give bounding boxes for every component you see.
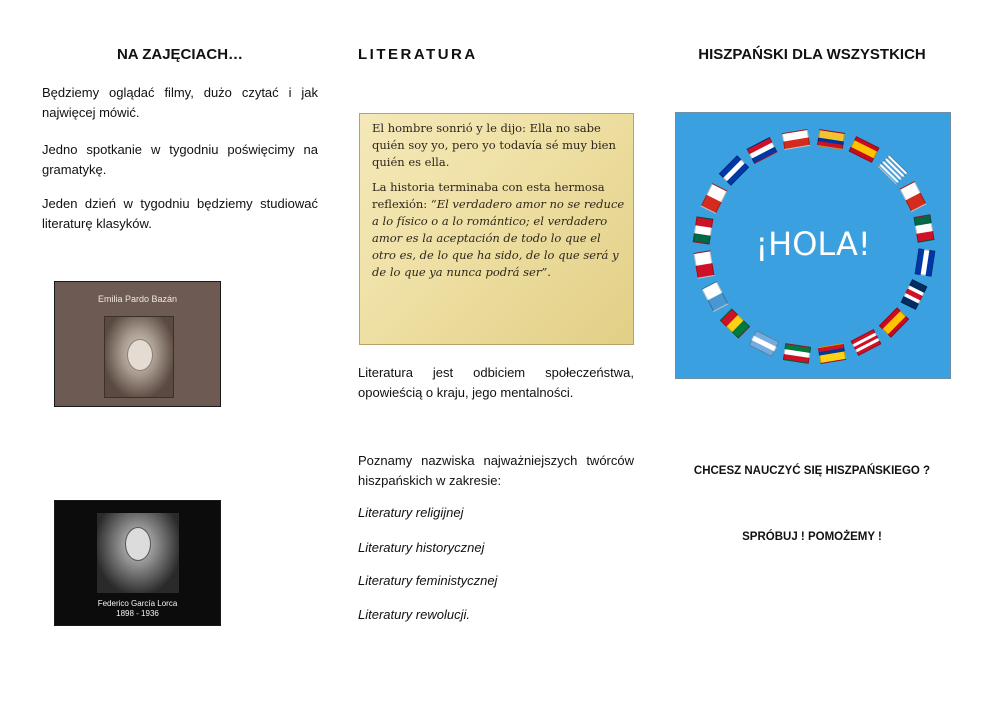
- flag-icon: [783, 343, 811, 364]
- flag-icon: [700, 183, 727, 214]
- paragraph-films: Będziemy oglądać filmy, dużo czytać i jak najwięcej mówić.: [42, 85, 318, 120]
- cta-question: CHCESZ NAUCZYĆ SIĘ HISZPAŃSKIEGO ?: [693, 465, 931, 477]
- heading-na-zajeciach: NA ZAJĘCIACH…: [116, 46, 244, 63]
- paragraph-literature-reflection: Literatura jest odbiciem społeczeństwa, opowieścią o kraju, jego mentalności.: [358, 365, 634, 400]
- flag-icon: [701, 281, 728, 312]
- heading-literatura: LITERATURA: [358, 46, 478, 63]
- flag-icon: [849, 137, 880, 164]
- photo-caption-name: Federico García Lorca: [97, 599, 178, 608]
- portrait-face: [125, 527, 151, 561]
- flag-icon: [720, 308, 750, 338]
- book-quote-image: [359, 113, 634, 345]
- quote-italic: “El verdadero amor no se reduce a lo físico o a lo romántico; el verdadero amor es la aceptación de todo lo que el otro es, de lo que ha sido, de lo que será y de lo que ya nunca podrá ser”.: [372, 197, 625, 279]
- photo-caption: Emilia Pardo Bazán: [97, 294, 178, 304]
- hola-text: ¡HOLA!: [755, 225, 871, 263]
- photo-federico-garcia-lorca: [54, 500, 221, 626]
- flag-icon: [748, 330, 779, 357]
- portrait-face: [127, 339, 153, 371]
- flag-icon: [879, 307, 909, 337]
- quote-paragraph-1: El hombre sonrió y le dijo: Ella no sabe quién soy yo, pero yo todavía sé muy bien quién es ella.: [372, 121, 616, 169]
- paragraph-classics: Jeden dzień w tygodniu będziemy studiować literaturę klasyków.: [42, 196, 318, 231]
- flag-icon: [901, 279, 928, 310]
- photo-emilia-pardo-bazan: [54, 281, 221, 407]
- portrait-image: [97, 513, 179, 593]
- flag-icon: [781, 129, 809, 150]
- flag-icon: [877, 154, 907, 184]
- flag-icon: [693, 250, 714, 278]
- paragraph-grammar: Jedno spotkanie w tygodniu poświęcimy na gramatykę.: [42, 142, 318, 177]
- flag-icon: [914, 249, 935, 277]
- list-item: Literatury rewolucji.: [358, 607, 470, 622]
- list-item: Literatury religijnej: [358, 505, 464, 520]
- quote-paragraph-2: [372, 179, 625, 281]
- portrait-image: [104, 316, 174, 398]
- paragraph-authors: Poznamy nazwiska najważniejszych twórców hiszpańskich w zakresie:: [358, 453, 634, 488]
- list-item: Literatury feministycznej: [358, 573, 498, 588]
- flag-icon: [719, 155, 749, 185]
- hola-flags-image: [675, 112, 951, 379]
- list-item: Literatury historycznej: [358, 540, 485, 555]
- heading-hiszpanski: HISZPAŃSKI DLA WSZYSTKICH: [698, 46, 926, 63]
- photo-caption-years: 1898 - 1936: [116, 609, 159, 618]
- photo-caption: [55, 599, 220, 619]
- quote-text: La historia terminaba con esta hermosa reflexión:: [372, 180, 605, 211]
- flag-icon: [817, 129, 845, 150]
- flag-icon: [818, 343, 846, 364]
- flag-icon: [747, 137, 778, 164]
- flag-icon: [914, 215, 935, 243]
- cta-encouragement: SPRÓBUJ ! POMOŻEMY !: [742, 531, 882, 543]
- flag-icon: [900, 181, 927, 212]
- flag-icon: [850, 329, 881, 356]
